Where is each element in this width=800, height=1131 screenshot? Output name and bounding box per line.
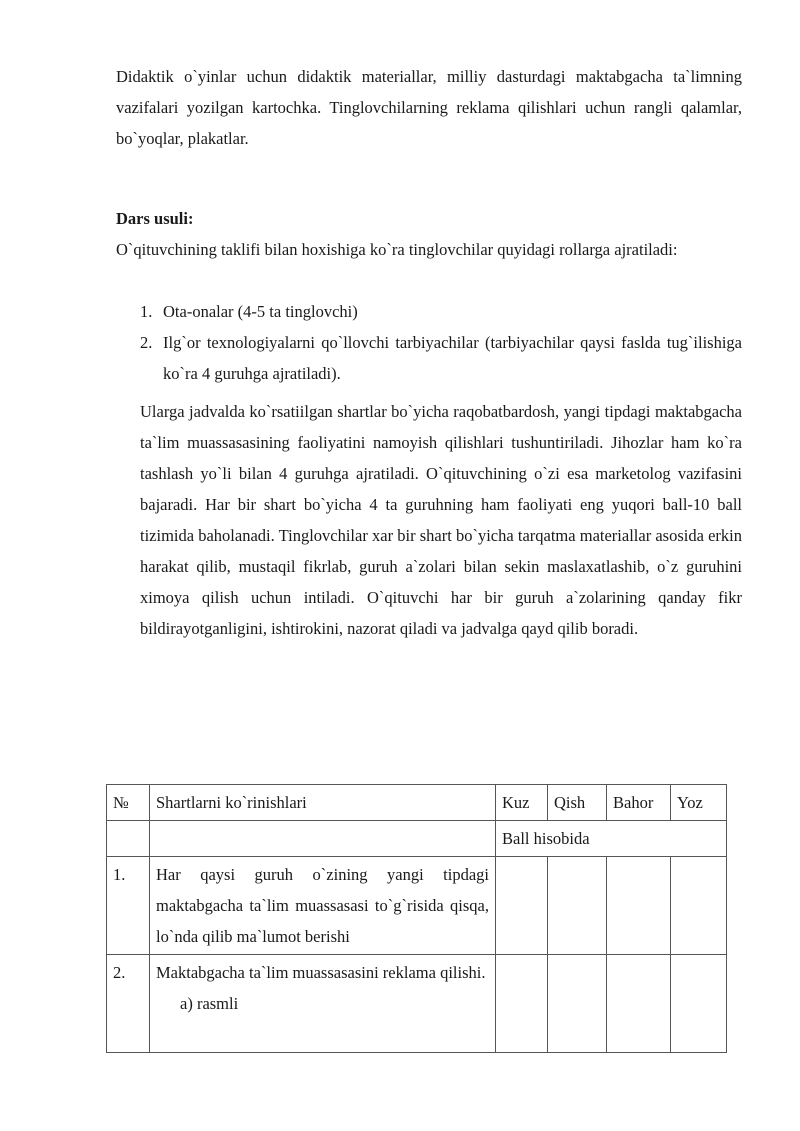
score-cell: [548, 955, 607, 1053]
header-condition: Shartlarni ko`rinishlari: [150, 785, 496, 821]
score-cell: [671, 955, 727, 1053]
row-subitem: a) rasmli: [180, 994, 239, 1013]
table-cell: [107, 821, 150, 857]
list-item-text: Ota-onalar (4-5 ta tinglovchi): [163, 302, 358, 321]
row-condition: Har qaysi guruh o`zining yangi tipdagi maktabgacha ta`lim muassasasi to`g`risida qisqa, lo`nda qilib ma`lumot berishi: [150, 857, 496, 955]
score-cell: [671, 857, 727, 955]
list-item-number: 1.: [140, 302, 153, 321]
list-item-number: 2.: [140, 333, 153, 352]
score-cell: [548, 857, 607, 955]
header-qish: Qish: [548, 785, 607, 821]
row-number: 2.: [107, 955, 150, 1053]
intro-paragraph: Didaktik o`yinlar uchun didaktik materiallar, milliy dasturdagi maktabgacha ta`limning vazifalari yozilgan kartochka. Tinglovchilarning reklama qilishlari uchun rangli qalamlar, bo`yoqlar, plakatlar.: [116, 67, 742, 148]
score-cell: [496, 955, 548, 1053]
evaluation-table: [106, 784, 727, 1053]
score-cell: [496, 857, 548, 955]
header-bahor: Bahor: [607, 785, 671, 821]
score-cell: [607, 955, 671, 1053]
section-heading: Dars usuli:: [116, 209, 194, 228]
list-item-text: Ilg`or texnologiyalarni qo`llovchi tarbiyachilar (tarbiyachilar qaysi faslda tug`ilishiga ko`ra 4 guruhga ajratiladi).: [163, 333, 742, 383]
header-number: №: [107, 785, 150, 821]
table-row: [107, 857, 727, 955]
row-condition: Maktabgacha ta`lim muassasasini reklama qilishi.: [156, 963, 486, 982]
table-cell: [150, 821, 496, 857]
table-subheader-row: [107, 821, 727, 857]
row-condition-cell: [150, 955, 496, 1053]
header-kuz: Kuz: [496, 785, 548, 821]
table-header-row: [107, 785, 727, 821]
score-cell: [607, 857, 671, 955]
table-row: [107, 955, 727, 1053]
instructions-paragraph: Ularga jadvalda ko`rsatiilgan shartlar bo`yicha raqobatbardosh, yangi tipdagi maktabgacha ta`lim muassasasining faoliyatini namoyish qilishlari tushuntiriladi. Jihozlar ham ko`ra tashlash yo`li bilan 4 guruhga ajratiladi. O`qituvchining o`zi esa marketolog vazifasini bajaradi. Har bir shart bo`yicha 4 ta guruhning ham faoliyati eng yuqori ball-10 ball tizimida baholanadi. Tinglovchilar xar bir shart bo`yicha tarqatma materiallar asosida erkin harakat qilib, mustaqil fikrlab, guruh a`zolari bilan sekin maslaxatlashib, o`z guruhini ximoya qilish uchun intiladi. O`qituvchi har bir guruh a`zolarining qanday fikr bildirayotganligini, ishtirokini, nazorat qiladi va jadvalga qayd qilib boradi.: [140, 402, 742, 638]
list-item: [140, 296, 742, 327]
row-number: 1.: [107, 857, 150, 955]
header-yoz: Yoz: [671, 785, 727, 821]
subheader-ball: Ball hisobida: [496, 821, 727, 857]
roles-paragraph: O`qituvchining taklifi bilan hoxishiga ko`ra tinglovchilar quyidagi rollarga ajratiladi:: [116, 240, 678, 259]
roles-list: [140, 296, 742, 389]
list-item: [140, 327, 742, 389]
